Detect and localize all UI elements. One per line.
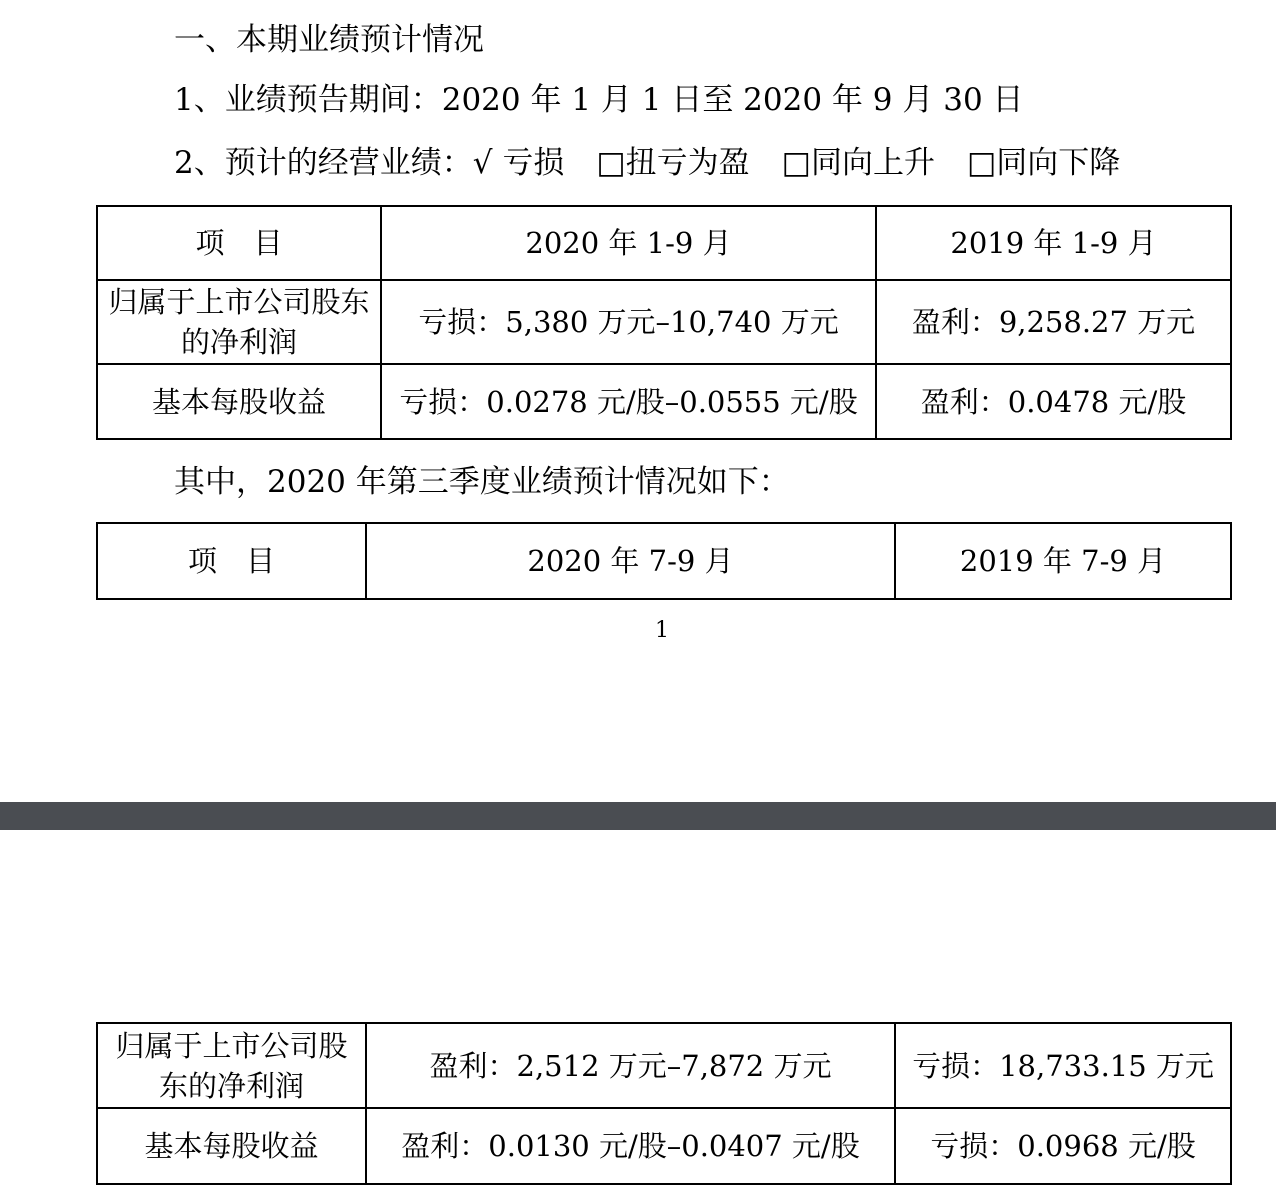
- previous-value: 盈利：9,258.27 万元: [876, 280, 1231, 364]
- row-label: 基本每股收益: [97, 1108, 366, 1184]
- row-label: 归属于上市公司股东的净利润: [97, 280, 381, 364]
- page-divider: [0, 802, 1276, 830]
- option-loss: √ 亏损: [472, 145, 565, 181]
- row-label: 归属于上市公司股东的净利润: [97, 1023, 366, 1108]
- previous-value: 盈利：0.0478 元/股: [876, 364, 1231, 439]
- header-current-period: 2020 年 7-9 月: [366, 523, 895, 599]
- ytd-results-table: [96, 205, 1232, 440]
- previous-value: 亏损：0.0968 元/股: [895, 1108, 1231, 1184]
- row-label: 基本每股收益: [97, 364, 381, 439]
- forecast-type-label: 2、预计的经营业绩：: [174, 145, 473, 181]
- check-mark-icon: √: [472, 145, 493, 181]
- current-value: 亏损：0.0278 元/股–0.0555 元/股: [381, 364, 876, 439]
- current-value: 盈利：0.0130 元/股–0.0407 元/股: [366, 1108, 895, 1184]
- previous-value: 亏损：18,733.15 万元: [895, 1023, 1231, 1108]
- table-header-row: [97, 206, 1231, 280]
- table-row: [97, 1023, 1231, 1108]
- q3-results-table-body: [96, 1022, 1232, 1185]
- forecast-period: 1、业绩预告期间：2020 年 1 月 1 日至 2020 年 9 月 30 日: [174, 82, 1024, 118]
- header-current-period: 2020 年 1-9 月: [381, 206, 876, 280]
- q3-results-table-header: [96, 522, 1232, 600]
- option-decrease: □同向下降: [966, 145, 1121, 181]
- table-row: [97, 280, 1231, 364]
- table-row: [97, 1108, 1231, 1184]
- header-item: 项 目: [97, 523, 366, 599]
- option-increase: □同向上升: [781, 145, 935, 181]
- header-previous-period: 2019 年 1-9 月: [876, 206, 1231, 280]
- table-row: [97, 364, 1231, 439]
- header-item: 项 目: [97, 206, 381, 280]
- forecast-type: [174, 143, 1120, 183]
- q3-intro: 其中，2020 年第三季度业绩预计情况如下：: [174, 464, 790, 500]
- empty-checkbox-icon: □: [966, 145, 997, 181]
- table-header-row: [97, 523, 1231, 599]
- empty-checkbox-icon: □: [596, 145, 626, 181]
- section-heading: 一、本期业绩预计情况: [174, 22, 484, 58]
- current-value: 盈利：2,512 万元–7,872 万元: [366, 1023, 895, 1108]
- current-value: 亏损：5,380 万元–10,740 万元: [381, 280, 876, 364]
- header-previous-period: 2019 年 7-9 月: [895, 523, 1231, 599]
- page-number: 1: [655, 618, 669, 643]
- option-turnaround: □扭亏为盈: [596, 145, 750, 181]
- empty-checkbox-icon: □: [781, 145, 811, 181]
